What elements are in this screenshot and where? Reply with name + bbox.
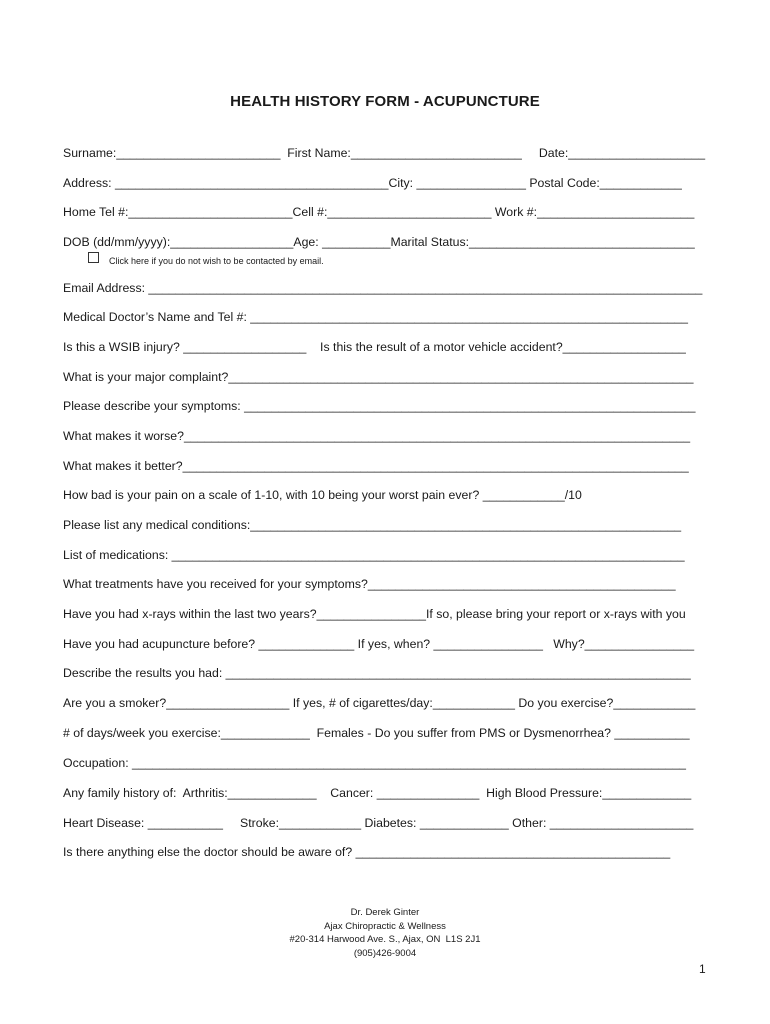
checkbox-label: Click here if you do not wish to be contacted by email. [109, 256, 324, 266]
page-number: 1 [699, 962, 706, 976]
no-email-contact-checkbox[interactable] [88, 252, 99, 263]
field-address[interactable]: Address: ________________________________________City: ________________ Postal Code:____________ [63, 176, 682, 190]
field-email[interactable]: Email Address: _________________________________________________________________________________ [63, 281, 703, 295]
field-better[interactable]: What makes it better?__________________________________________________________________________ [63, 459, 689, 473]
field-major-complaint[interactable]: What is your major complaint?____________________________________________________________________ [63, 370, 694, 384]
field-treatments[interactable]: What treatments have you received for your symptoms?_____________________________________________ [63, 577, 676, 591]
field-dob-age-marital[interactable]: DOB (dd/mm/yyyy):__________________Age: __________Marital Status:_________________________________ [63, 235, 695, 249]
field-worse[interactable]: What makes it worse?__________________________________________________________________________ [63, 429, 691, 443]
field-medical-doctor[interactable]: Medical Doctor’s Name and Tel #: ________________________________________________________________ [63, 310, 688, 324]
field-exercise-days-pms[interactable]: # of days/week you exercise:_____________ Females - Do you suffer from PMS or Dysmenorrhea? ___________ [63, 726, 690, 740]
doctor-name: Dr. Derek Ginter [350, 907, 420, 918]
field-pain-scale[interactable]: How bad is your pain on a scale of 1-10, with 10 being your worst pain ever? ____________/10 [63, 488, 582, 502]
clinic-address: #20-314 Harwood Ave. S., Ajax, ON L1S 2J1 [289, 934, 481, 945]
field-smoker-exercise[interactable]: Are you a smoker?__________________ If yes, # of cigarettes/day:____________ Do you exercise?____________ [63, 696, 696, 710]
field-phone[interactable]: Home Tel #:________________________Cell #:________________________ Work #:_______________________ [63, 205, 695, 219]
field-medical-conditions[interactable]: Please list any medical conditions:_______________________________________________________________ [63, 518, 682, 532]
clinic-name: Ajax Chiropractic & Wellness [324, 920, 446, 932]
field-medications[interactable]: List of medications: ___________________________________________________________________________ [63, 548, 685, 562]
field-name-date[interactable]: Surname:________________________ First Name:_________________________ Date:____________________ [63, 146, 706, 160]
field-results[interactable]: Describe the results you had: ____________________________________________________________________ [63, 666, 691, 680]
field-anything-else[interactable]: Is there anything else the doctor should be aware of? ______________________________________________ [63, 845, 671, 859]
field-symptoms[interactable]: Please describe your symptoms: __________________________________________________________________ [63, 399, 696, 413]
field-family-history-1[interactable]: Any family history of: Arthritis:_____________ Cancer: _______________ High Blood Pressure:_____________ [63, 786, 692, 800]
field-xrays[interactable]: Have you had x-rays within the last two years?________________If so, please bring your report or x-rays with you [63, 607, 686, 621]
field-acupuncture-before[interactable]: Have you had acupuncture before? ______________ If yes, when? ________________ Why?________________ [63, 637, 695, 651]
field-occupation[interactable]: Occupation: _________________________________________________________________________________ [63, 756, 686, 770]
clinic-phone: (905)426-9004 [353, 947, 417, 959]
field-wsib-mva[interactable]: Is this a WSIB injury? __________________ Is this the result of a motor vehicle accident?__________________ [63, 340, 686, 354]
clinic-footer [0, 906, 770, 960]
form-title: HEALTH HISTORY FORM - ACUPUNCTURE [230, 93, 540, 110]
field-family-history-2[interactable]: Heart Disease: ___________ Stroke:____________ Diabetes: _____________ Other: _____________________ [63, 816, 694, 830]
